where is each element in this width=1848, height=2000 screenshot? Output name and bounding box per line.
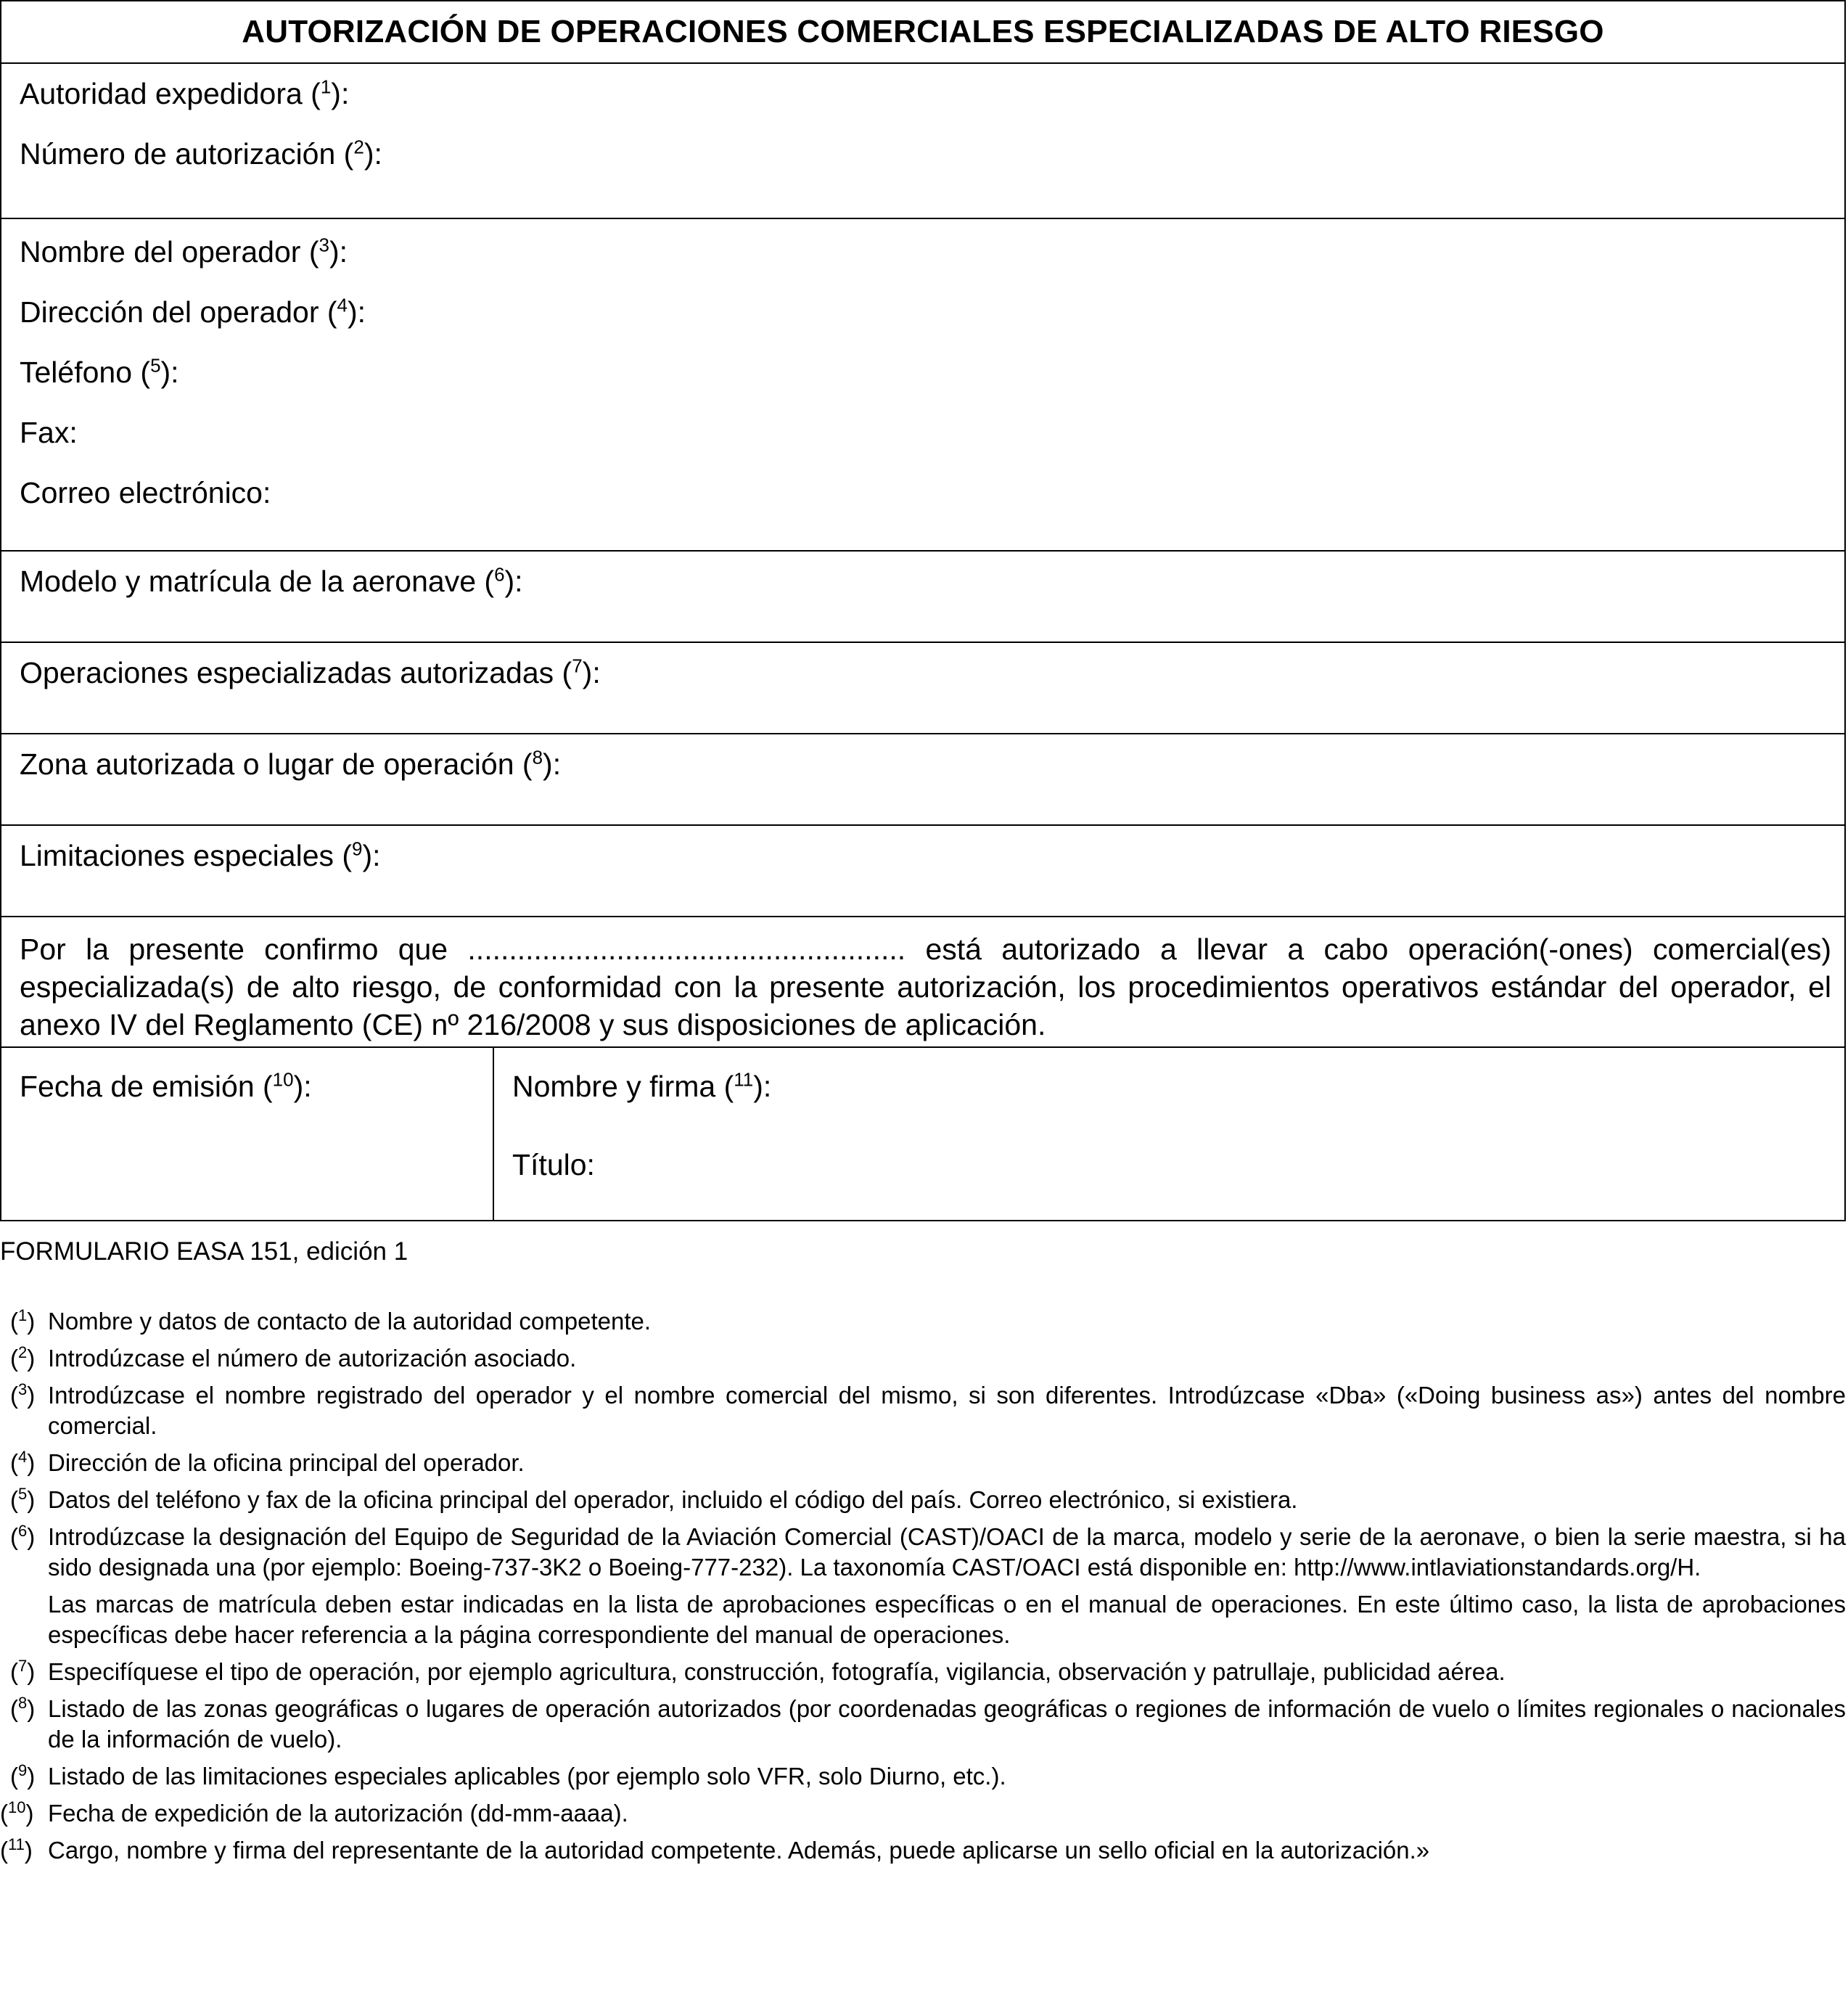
area-label: Zona autorizada o lugar de operación ($^8$): [20, 746, 562, 781]
issue-date-label: Fecha de emisión ($^{10}$): [20, 1068, 312, 1103]
footnote-1: ($^1$) Nombre y datos de contacto de la autoridad competente. [10, 1306, 652, 1335]
operations-label: Operaciones especializadas autorizadas ($^7$): [20, 655, 601, 689]
confirmation-text: Por la presente confirmo que ..................................................... está autorizado a llevar a cabo operación(-ones) comercial(es) especializada(s) de alto riesgo, de conformidad con la presente autorización, los procedimientos operativos estándar del operador, el anexo IV del Reglamento (CE) nº 216/2008 y sus disposiciones de aplicación. [20, 933, 1831, 1041]
signature-cell [494, 1048, 1844, 1220]
footnote-5: ($^5$) Datos del teléfono y fax de la oficina principal del operador, incluido el código del país. Correo electrónico, si existiera. [10, 1485, 1298, 1513]
area-section [1, 733, 1844, 824]
form-title: AUTORIZACIÓN DE OPERACIONES COMERCIALES ESPECIALIZADAS DE ALTO RIESGO [242, 14, 1604, 49]
phone-label: Teléfono ($^5$): [20, 354, 179, 389]
title-field-label: Título: [512, 1148, 595, 1181]
operator-name-label: Nombre del operador ($^3$): [20, 234, 348, 269]
footnote-4: ($^4$) Dirección de la oficina principal del operador. [10, 1448, 525, 1476]
footnote-10: ($^{10}$) Fecha de expedición de la autorización (dd-mm-aaaa). [0, 1798, 628, 1827]
form-identifier: FORMULARIO EASA 151, edición 1 [0, 1237, 408, 1266]
form-title-row [1, 1, 1844, 62]
footnote-9: ($^9$) Listado de las limitaciones especiales aplicables (por ejemplo solo VFR, solo Diurno, etc.). [10, 1761, 1006, 1790]
name-signature-label: Nombre y firma ($^{11}$): [512, 1068, 772, 1103]
issue-date-cell [1, 1048, 494, 1220]
limitations-label: Limitaciones especiales ($^9$): [20, 837, 381, 872]
aircraft-section [1, 550, 1844, 642]
authority-section [1, 62, 1844, 218]
footnote-7: ($^7$) Especifíquese el tipo de operación, por ejemplo agricultura, construcción, fotografía, vigilancia, observación y patrullaje, publicidad aérea. [10, 1657, 1506, 1685]
footnotes [0, 1306, 1846, 1872]
authorization-number-label: Número de autorización ($^2$): [20, 136, 382, 171]
footnote-11: ($^{11}$) Cargo, nombre y firma del representante de la autoridad competente. Además, puede aplicarse un sello oficial en la autorización.» [0, 1835, 1430, 1864]
limitations-section [1, 824, 1844, 916]
authority-label: Autoridad expedidora ($^1$): [20, 75, 350, 110]
email-label: Correo electrónico: [20, 476, 271, 509]
operations-section [1, 642, 1844, 733]
footnote-8: ($^8$) Listado de las zonas geográficas o lugares de operación autorizados (por coordenadas geográficas o regiones de información de vuelo o límites regionales o nacionales de la información de vuelo). [10, 1694, 1846, 1753]
signature-section [1, 1046, 1844, 1220]
footnote-6: ($^6$) Introdúzcase la designación del Equipo de Seguridad de la Aviación Comercial (CAST)/OACI de la marca, modelo y serie de la aeronave, o bien la serie maestra, si ha sido designada una (por ejemplo: Boeing-737-3K2 o Boeing-777-232). La taxonomía CAST/OACI está disponible en: http://www.intlaviationstandards.org/H. [10, 1522, 1846, 1581]
footnote-6-continued: Las marcas de matrícula deben estar indicadas en la lista de aprobaciones específicas o en el manual de operaciones. En este último caso, la lista de aprobaciones específicas debe hacer referencia a la página correspondiente del manual de operaciones. [48, 1591, 1846, 1648]
operator-address-label: Dirección del operador ($^4$): [20, 294, 366, 329]
aircraft-label: Modelo y matrícula de la aeronave ($^6$): [20, 563, 523, 598]
footnote-3: ($^3$) Introdúzcase el nombre registrado del operador y el nombre comercial del mismo, si son diferentes. Introdúzcase «Dba» («Doing business as») antes del nombre comercial. [10, 1380, 1846, 1439]
fax-label: Fax: [20, 416, 78, 449]
footnote-2: ($^2$) Introdúzcase el número de autorización asociado. [10, 1343, 577, 1372]
confirmation-section [1, 916, 1844, 1046]
operator-section [1, 218, 1844, 550]
